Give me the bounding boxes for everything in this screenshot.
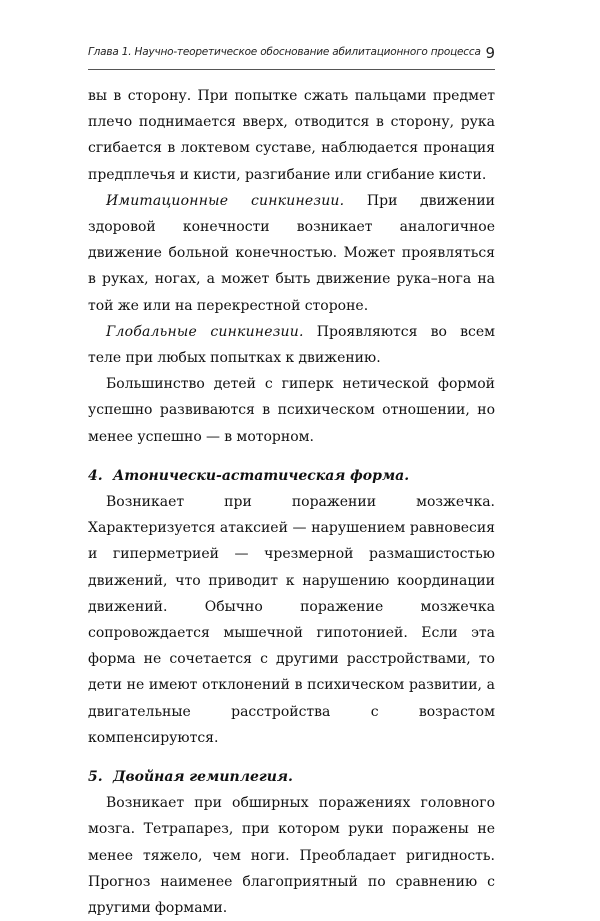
continued-paragraph: вы в сторону. При попытке сжать пальцами предмет плечо поднимается вверх, отводится в сторону, рука сгибается в локтевом суставе, наблюдается пронация предплечья и кисти, разгибание или сгибание кисти. bbox=[88, 88, 495, 183]
section-4-title: Атонически-астатическая форма. bbox=[113, 467, 410, 484]
atonic-astatic-paragraph: Возникает при поражении мозжечка. Характеризуется атаксией — нарушением равновесия и гиперметрией — чрезмерной размашистостью движений, что приводит к нарушению координации движений. Обычно поражение мозжечка сопровождается мышечной гипотонией. Если эта форма не сочетается с другими расстройствами, то дети не имеют отклонений в психическом развитии, а двигательные расстройства с возрастом компенсируются. bbox=[88, 494, 495, 746]
hyperkinetic-outcome-paragraph: Большинство детей с гиперк нетической формой успешно развиваются в психическом отношении, но менее успешно — в моторном. bbox=[88, 376, 495, 445]
section-spacer bbox=[88, 751, 495, 764]
page-number: 9 bbox=[485, 44, 495, 62]
global-synkinesis-paragraph bbox=[88, 319, 495, 371]
double-hemiplegia-paragraph: Возникает при обширных поражениях головного мозга. Тетрапарез, при котором руки поражены не менее тяжело, чем ноги. Преобладает ригидность. Прогноз наименее благоприятный по сравнению с другими формами. bbox=[88, 795, 495, 917]
imitation-synkinesis-term: Имитационные синкинезии. bbox=[106, 192, 345, 209]
imitation-synkinesis-text: При движении здоровой конечности возникает аналогичное движение больной конечностью. Может проявляться в руках, ногах, а может быть движение рука–нога на той же или на перекрестной стороне. bbox=[88, 192, 495, 314]
running-header bbox=[88, 45, 495, 70]
section-4-number: 4. bbox=[88, 467, 103, 484]
section-5-title: Двойная гемиплегия. bbox=[113, 769, 293, 786]
page-content bbox=[88, 83, 495, 921]
section-5-heading bbox=[88, 764, 495, 790]
chapter-running-title: Глава 1. Научно-теоретическое обоснование абилитационного процесса bbox=[88, 46, 481, 58]
section-4-heading bbox=[88, 463, 495, 489]
global-synkinesis-text: Проявляются во всем теле при любых попытках к движению. bbox=[88, 323, 495, 367]
section-5-number: 5. bbox=[88, 769, 103, 786]
global-synkinesis-term: Глобальные синкинезии. bbox=[106, 323, 304, 340]
section-spacer bbox=[88, 450, 495, 463]
imitation-synkinesis-paragraph bbox=[88, 188, 495, 319]
